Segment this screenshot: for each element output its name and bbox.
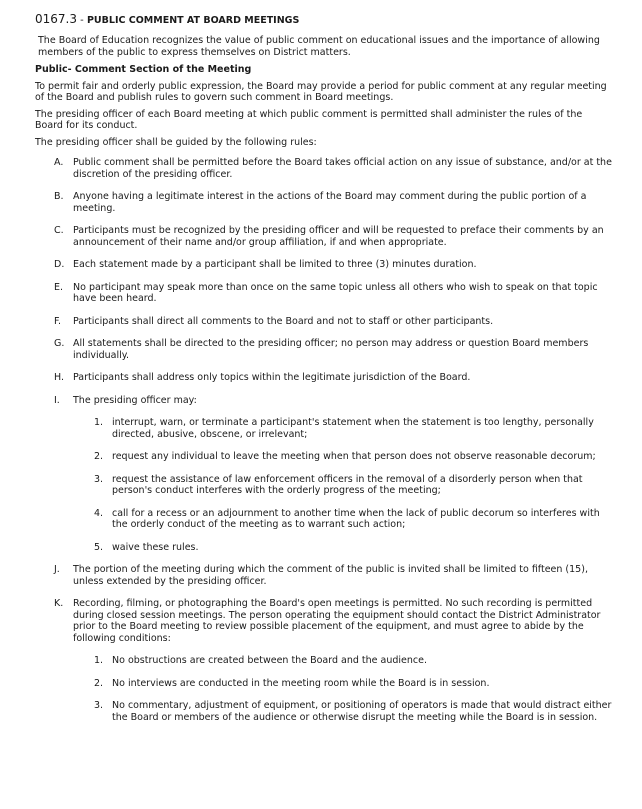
sub-marker: 5. — [94, 541, 104, 553]
rule-text: Anyone having a legitimate interest in the actions of the Board may comment during the public portion of a meeting. — [73, 191, 587, 214]
rule-marker: J. — [54, 564, 60, 575]
rule-text: Participants shall address only topics within the legitimate jurisdiction of the Board. — [73, 372, 471, 383]
rule-marker: A. — [54, 157, 64, 168]
sub-marker: 2. — [94, 677, 104, 689]
sub-item — [73, 508, 612, 531]
policy-number: 0167.3 — [35, 12, 77, 26]
rule-item — [35, 338, 612, 361]
sub-item — [73, 417, 612, 440]
sub-item — [73, 542, 612, 554]
rule-item — [35, 395, 612, 554]
rule-marker: H. — [54, 372, 64, 383]
rule-marker: I. — [54, 394, 60, 406]
rule-text: Public comment shall be permitted before the Board takes official action on any issue of substance, and/or at the discretion of the presiding officer. — [73, 157, 612, 180]
rule-text: Recording, filming, or photographing the Board's open meetings is permitted. No such recording is permitted during closed session meetings. The person operating the equipment should contact the District Administrator prior to the Board meeting to review possible placement of the equipment, and must agree to abide by the following conditions: — [73, 598, 601, 644]
sub-marker: 1. — [94, 655, 104, 666]
rule-text: All statements shall be directed to the presiding officer; no person may address or question Board members individually. — [73, 338, 589, 361]
rule-item — [35, 191, 612, 214]
sub-marker: 1. — [94, 417, 104, 428]
rule-text: Participants must be recognized by the presiding officer and will be requested to preface their comments by an announcement of their name and/or group affiliation, if and when appropriate. — [73, 225, 604, 248]
rule-item — [35, 598, 612, 723]
sub-text: interrupt, warn, or terminate a participant's statement when the statement is too lengthy, personally directed, abusive, obscene, or irrelevant; — [112, 417, 594, 440]
rule-marker: K. — [54, 598, 64, 609]
rule-marker: C. — [54, 225, 64, 236]
sub-text: request any individual to leave the meeting when that person does not observe reasonable decorum; — [112, 451, 596, 462]
sub-item — [73, 655, 612, 667]
sub-text: request the assistance of law enforcement officers in the removal of a disorderly person when that person's conduct interferes with the orderly progress of the meeting; — [112, 473, 583, 496]
policy-heading: PUBLIC COMMENT AT BOARD MEETINGS — [86, 15, 300, 26]
sub-text: No obstructions are created between the Board and the audience. — [112, 655, 427, 666]
rule-item — [35, 316, 612, 328]
sub-item — [73, 451, 612, 463]
rule-item — [35, 564, 612, 587]
policy-title — [35, 12, 612, 28]
rule-marker: B. — [54, 191, 64, 202]
sub-item — [73, 700, 612, 723]
sub-text: No interviews are conducted in the meeting room while the Board is in session. — [112, 677, 490, 689]
rules-list — [35, 157, 612, 723]
rule-item — [35, 372, 612, 384]
rule-item — [35, 259, 612, 271]
rule-text: Participants shall direct all comments to the Board and not to staff or other participants. — [73, 315, 494, 327]
rule-marker: D. — [54, 259, 65, 270]
paragraph-rules-intro: The presiding officer shall be guided by the following rules: — [35, 136, 317, 148]
rule-marker: E. — [54, 281, 64, 293]
rule-marker: F. — [54, 315, 61, 327]
rule-text: The presiding officer may: — [73, 394, 197, 406]
sub-text: waive these rules. — [112, 541, 199, 553]
sub-item — [73, 474, 612, 497]
rule-item — [35, 225, 612, 248]
rule-text: Each statement made by a participant shall be limited to three (3) minutes duration. — [73, 259, 477, 270]
sub-marker: 3. — [94, 473, 104, 485]
paragraph-expression: To permit fair and orderly public expression, the Board may provide a period for public comment at any regular meeting of the Board and publish rules to govern such comment in Board meetings. — [35, 80, 607, 103]
title-separator: - — [77, 15, 87, 26]
presiding-powers-list — [73, 417, 612, 553]
sub-text: No commentary, adjustment of equipment, or positioning of operators is made that would distract either the Board or members of the audience or otherwise disrupt the meeting while the Board is in session. — [112, 700, 612, 723]
sub-marker: 2. — [94, 451, 104, 462]
intro-paragraph: The Board of Education recognizes the value of public comment on educational issues and the importance of allowing members of the public to express themselves on District matters. — [38, 35, 600, 58]
sub-item — [73, 678, 612, 690]
paragraph-presiding-officer: The presiding officer of each Board meeting at which public comment is permitted shall administer the rules of the Board for its conduct. — [35, 108, 583, 131]
recording-conditions-list — [73, 655, 612, 723]
rule-item — [35, 157, 612, 180]
sub-text: call for a recess or an adjournment to another time when the lack of public decorum so interferes with the orderly conduct of the meeting as to warrant such action; — [112, 507, 600, 530]
rule-marker: G. — [54, 338, 65, 349]
rule-text: No participant may speak more than once on the same topic unless all others who wish to speak on that topic have been heard. — [73, 281, 598, 304]
rule-text: The portion of the meeting during which the comment of the public is invited shall be limited to fifteen (15), unless extended by the presiding officer. — [73, 564, 588, 587]
rule-item — [35, 282, 612, 305]
section-heading: Public- Comment Section of the Meeting — [35, 64, 252, 75]
sub-marker: 3. — [94, 700, 104, 711]
sub-marker: 4. — [94, 507, 104, 519]
